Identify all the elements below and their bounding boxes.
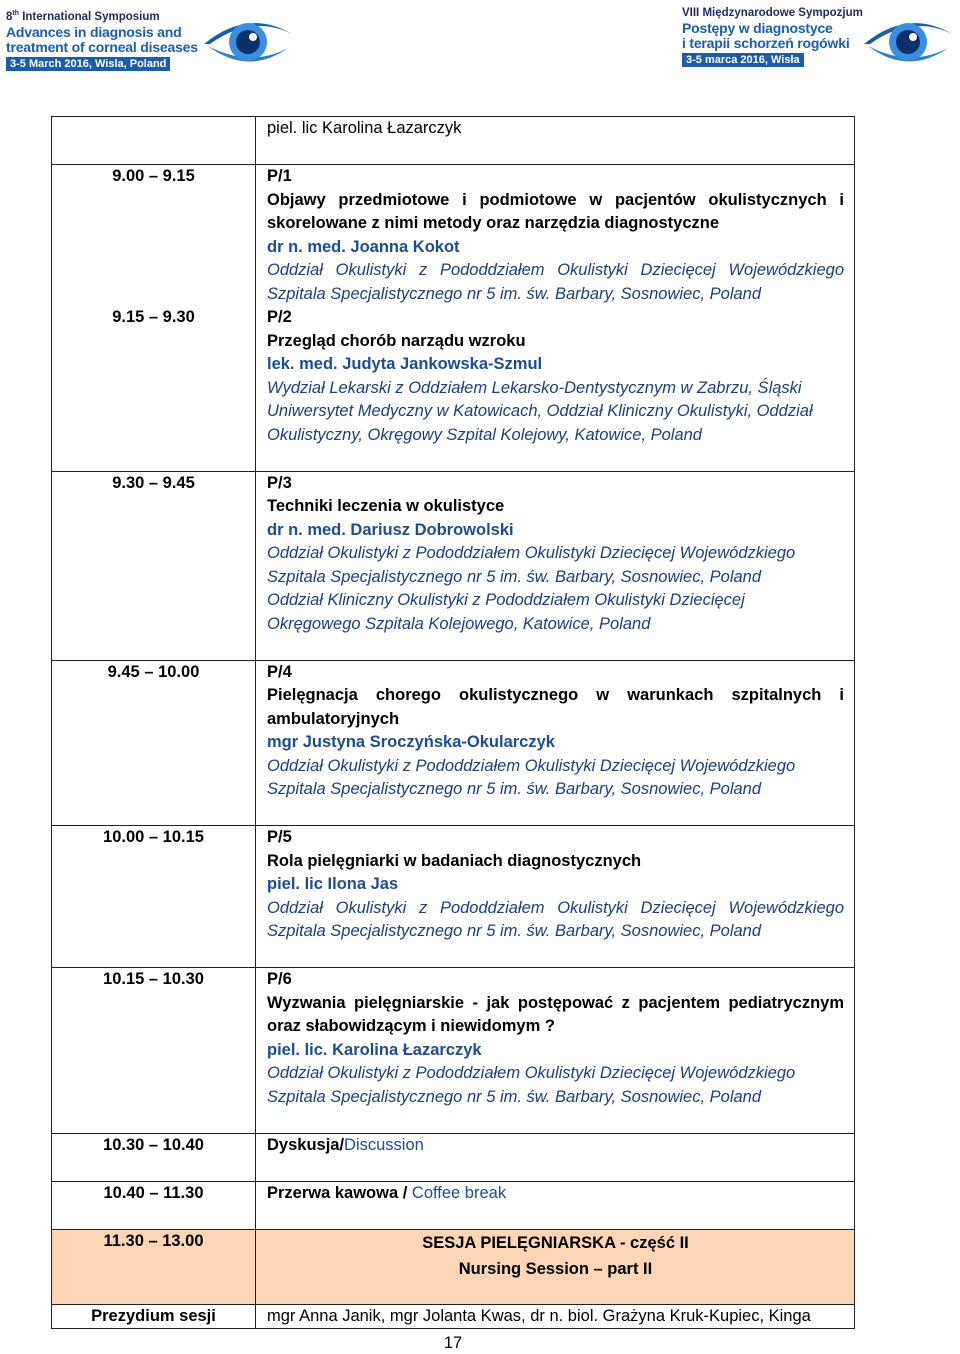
talk-code: P/1	[267, 167, 292, 185]
content-cell	[256, 117, 855, 165]
agenda-label-en: Coffee break	[411, 1183, 507, 1202]
talk-code: P/4	[267, 662, 292, 681]
table-row	[52, 1133, 855, 1181]
time-label: 9.30 – 9.45	[112, 473, 195, 492]
time-label: 9.45 – 10.00	[107, 662, 200, 681]
content-cell	[256, 968, 855, 1134]
speaker-name: lek. med. Judyta Jankowska-Szmul	[267, 355, 543, 373]
talk-title-line: oraz słabowidzącym i niewidomym ?	[267, 1017, 555, 1035]
symposium-logo-pl: VIII Międzynarodowe Sympozjum Postępy w diagnostyce i terapii schorzeń rogówki 3-5 marca 2016, Wisła	[682, 4, 958, 80]
talk-title-line: Techniki leczenia w okulistyce	[267, 497, 505, 515]
speaker-name: mgr Justyna Sroczyńska-Okularczyk	[267, 733, 555, 751]
affiliation-line: Szpitala Specjalistycznego nr 5 im. św. Barbary, Sosnowiec, Poland	[267, 567, 762, 586]
affiliation-line: Okulistyczny, Okręgowy Szpital Kolejowy, Katowice, Poland	[267, 425, 702, 444]
content-cell	[256, 1181, 855, 1229]
presidium-names: mgr Anna Janik, mgr Jolanta Kwas, dr n. biol. Grażyna Kruk-Kupiec, Kinga	[267, 1306, 811, 1325]
speaker-name: dr n. med. Joanna Kokot	[267, 237, 460, 256]
symposium-logo-en: 8th International Symposium Advances in diagnosis and treatment of corneal diseases 3-5 March 2016, Wisla, Poland	[6, 4, 296, 80]
affiliation-line: Oddział Okulistyki z Pododdziałem Okulistyki Dziecięcej Wojewódzkiego	[267, 1064, 796, 1082]
affiliation-line: Szpitala Specjalistycznego nr 5 im. św. Barbary, Sosnowiec, Poland	[267, 780, 762, 798]
time-cell	[52, 1181, 256, 1229]
presidium-names-cell	[256, 1304, 855, 1329]
talk-code: P/2	[267, 308, 292, 326]
table-row	[52, 660, 855, 826]
time-cell	[52, 1229, 256, 1304]
affiliation-line: Szpitala Specjalistycznego nr 5 im. św. Barbary, Sosnowiec, Poland	[267, 284, 762, 303]
content-cell	[256, 660, 855, 826]
presidium-row	[52, 1304, 855, 1329]
table-row	[52, 826, 855, 968]
time-label: 9.15 – 9.30	[112, 308, 195, 326]
affiliation-line: Uniwersytet Medyczny w Katowicach, Oddział Kliniczny Okulistyki, Oddział	[267, 402, 813, 420]
session-title-pl: SESJA PIELĘGNIARSKA - część II	[422, 1233, 689, 1252]
affiliation-line: Oddział Okulistyki z Pododdziałem Okulistyki Dziecięcej Wojewódzkiego	[267, 756, 796, 775]
table-row	[52, 968, 855, 1134]
time-cell	[52, 968, 256, 1134]
talk-title-line: skorelowane z nimi metody oraz narzędzia diagnostyczne	[267, 214, 720, 232]
affiliation-line: Oddział Okulistyki z Pododdziałem Okulistyki Dziecięcej Wojewódzkiego	[267, 544, 796, 562]
affiliation-line: Wydział Lekarski z Oddziałem Lekarsko-Dentystycznym w Zabrzu, Śląski	[267, 378, 802, 397]
page-number: 17	[443, 1334, 463, 1352]
talk-title-line: Rola pielęgniarki w badaniach diagnostycznych	[267, 851, 642, 870]
eye-icon	[860, 4, 956, 80]
presidium-label-cell	[52, 1304, 256, 1329]
speaker-name: piel. lic. Karolina Łazarczyk	[267, 1040, 482, 1059]
affiliation-line: Oddział Okulistyki z Pododdziałem Okulistyki Dziecięcej Wojewódzkiego	[267, 261, 844, 279]
talk-title-line: piel. lic Karolina Łazarczyk	[267, 119, 462, 137]
program-table	[51, 116, 855, 1329]
affiliation-line: Oddział Kliniczny Okulistyki z Pododdziałem Okulistyki Dziecięcej	[267, 591, 745, 609]
talk-code: P/5	[267, 828, 292, 846]
agenda-label-pl: Przerwa kawowa /	[267, 1183, 412, 1202]
time-cell	[52, 471, 256, 660]
talk-title-line: Przegląd chorób narządu wzroku	[267, 331, 526, 350]
agenda-label-en: Discussion	[344, 1135, 424, 1154]
presidium-label: Prezydium sesji	[91, 1306, 216, 1325]
talk-code: P/3	[267, 473, 292, 492]
agenda-item	[267, 1134, 844, 1158]
talk-title-line: Wyzwania pielęgniarskie - jak postępować z pacjentem pediatrycznym	[267, 993, 844, 1012]
speaker-name: dr n. med. Dariusz Dobrowolski	[267, 520, 514, 539]
time-cell	[52, 165, 256, 472]
eye-icon	[200, 4, 296, 80]
time-cell	[52, 1133, 256, 1181]
session-row	[52, 1229, 855, 1304]
content-cell	[256, 471, 855, 660]
talk-title-line: ambulatoryjnych	[267, 709, 400, 728]
table-row	[52, 471, 855, 660]
content-cell	[256, 826, 855, 968]
time-label: 10.30 – 10.40	[103, 1135, 204, 1154]
talk-title-line: Pielęgnacja chorego okulistycznego w warunkach szpitalnych i	[267, 686, 844, 704]
time-label: 10.40 – 11.30	[103, 1183, 204, 1202]
content-cell	[256, 165, 855, 472]
time-label: 11.30 – 13.00	[103, 1231, 204, 1250]
agenda-item	[267, 1182, 844, 1206]
time-label: 10.15 – 10.30	[103, 970, 204, 988]
table-row	[52, 117, 855, 165]
table-row	[52, 1181, 855, 1229]
affiliation-line: Szpitala Specjalistycznego nr 5 im. św. Barbary, Sosnowiec, Poland	[267, 1087, 762, 1106]
agenda-label-pl: Dyskusja/	[267, 1135, 345, 1154]
content-cell	[256, 1133, 855, 1181]
affiliation-line: Oddział Okulistyki z Pododdziałem Okulistyki Dziecięcej Wojewódzkiego	[267, 898, 844, 917]
time-label: 9.00 – 9.15	[112, 167, 195, 185]
time-cell	[52, 660, 256, 826]
time-cell	[52, 826, 256, 968]
time-cell	[52, 117, 256, 165]
speaker-name: piel. lic Ilona Jas	[267, 875, 399, 893]
time-label: 10.00 – 10.15	[103, 828, 204, 846]
session-title-cell	[256, 1229, 855, 1304]
talk-title-line: Objawy przedmiotowe i podmiotowe w pacjentów okulistycznych i	[267, 190, 844, 209]
session-title-en: Nursing Session – part II	[458, 1259, 653, 1278]
affiliation-line: Okręgowego Szpitala Kolejowego, Katowice, Poland	[267, 614, 651, 633]
affiliation-line: Szpitala Specjalistycznego nr 5 im. św. Barbary, Sosnowiec, Poland	[267, 922, 762, 940]
table-row	[52, 165, 855, 472]
talk-code: P/6	[267, 970, 292, 988]
